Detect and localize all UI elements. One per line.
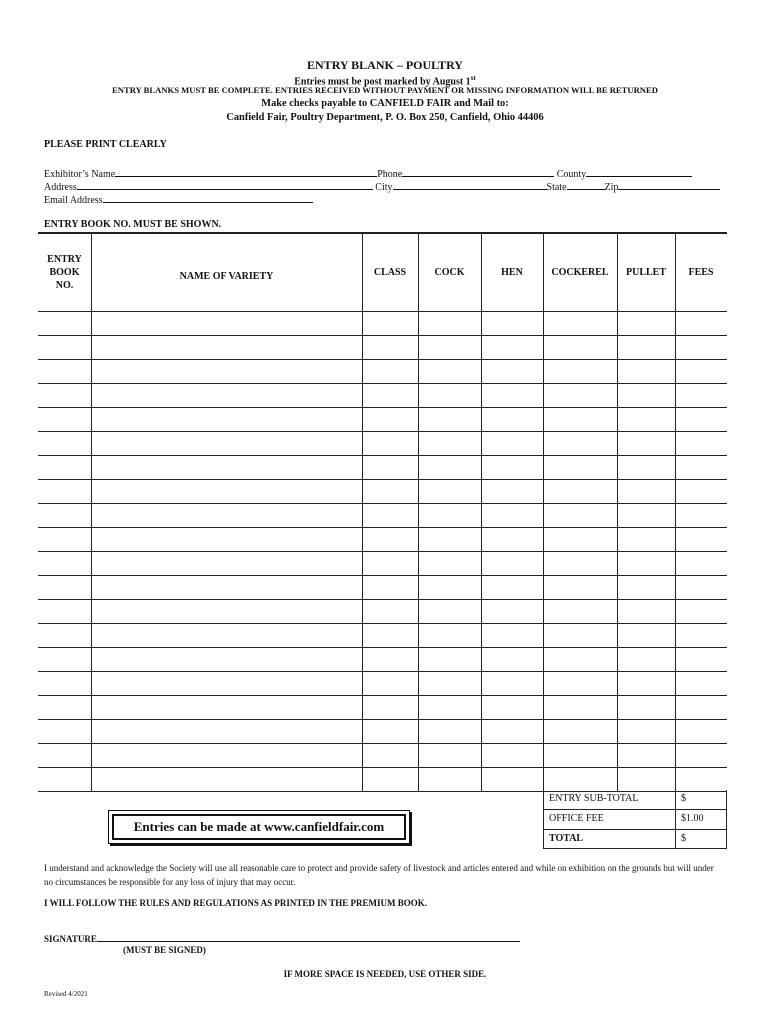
totals-right-border [726,790,727,849]
total-label: TOTAL [549,833,584,844]
phone-field[interactable] [402,166,554,177]
county-field[interactable] [586,166,692,177]
table-row[interactable] [38,456,727,479]
email-field[interactable] [103,192,313,203]
header-name-of-variety: NAME OF VARIETY [179,271,274,282]
state-label: State [546,182,567,193]
city-label: City [375,182,393,193]
header-class: CLASS [373,267,407,278]
please-print-notice: PLEASE PRINT CLEARLY [44,139,167,150]
checks-payable: Make checks payable to CANFIELD FAIR and Mail to: [261,98,509,109]
table-row[interactable] [38,528,727,551]
address-label: Address [44,182,77,193]
exhibitor-name-row [44,166,692,180]
subtotal-value[interactable]: $ [681,793,686,804]
mailing-address: Canfield Fair, Poultry Department, P. O. Box 250, Canfield, Ohio 44406 [226,112,544,123]
signature-row [44,933,520,944]
website-text: Entries can be made at www.canfieldfair.com [112,814,406,840]
table-row[interactable] [38,360,727,383]
header-entry-book-no: ENTRY BOOK NO. [47,254,82,291]
entries-table [38,232,727,792]
signature-label: SIGNATURE [44,934,97,944]
form-title: ENTRY BLANK – POULTRY [307,58,463,72]
header-hen: HEN [501,267,523,278]
more-space-note: IF MORE SPACE IS NEEDED, USE OTHER SIDE. [283,969,487,979]
postmark-suffix: st [470,74,476,82]
table-row[interactable] [38,648,727,671]
address-row [44,179,720,193]
phone-label: Phone [377,169,403,180]
completion-warning: ENTRY BLANKS MUST BE COMPLETE. ENTRIES RECEIVED WITHOUT PAYMENT OR MISSING INFORMATION WILL BE RETURNED [112,85,658,95]
signature-field[interactable] [97,933,520,942]
table-row[interactable] [38,576,727,599]
rules-statement: I WILL FOLLOW THE RULES AND REGULATIONS AS PRINTED IN THE PREMIUM BOOK. [44,898,428,908]
table-row[interactable] [38,408,727,431]
table-row[interactable] [38,432,727,455]
must-be-signed: (MUST BE SIGNED) [123,945,206,955]
zip-label: Zip [604,182,619,193]
table-row[interactable] [38,600,727,623]
office-fee-label: OFFICE FEE [549,813,604,824]
table-row[interactable] [38,768,727,791]
total-value[interactable]: $ [681,833,686,844]
email-label: Email Address [44,195,103,206]
table-row[interactable] [38,744,727,767]
table-row[interactable] [38,552,727,575]
exhibitor-name-field[interactable] [115,166,377,177]
table-row[interactable] [38,624,727,647]
header-cockerel: COCKEREL [551,267,609,278]
acknowledgement-text: I understand and acknowledge the Society will use all reasonable care to protect and provide safety of livestock and articles entered and while on exhibition on the grounds but will under no circumstances be responsible for any loss of injury that may occur. [44,863,714,887]
table-row[interactable] [38,384,727,407]
table-row[interactable] [38,504,727,527]
header-cock: COCK [434,267,465,278]
table-row[interactable] [38,336,727,359]
table-row[interactable] [38,672,727,695]
totals-divider [675,790,676,849]
zip-field[interactable] [618,179,720,190]
header-pullet: PULLET [625,267,666,278]
table-row[interactable] [38,480,727,503]
address-field[interactable] [77,179,373,190]
email-row [44,192,313,206]
exhibitor-name-label: Exhibitor’s Name [44,169,116,180]
county-label: County [556,169,587,180]
subtotal-label: ENTRY SUB-TOTAL [549,793,639,804]
table-row[interactable] [38,696,727,719]
totals-left-border [543,790,544,849]
entry-book-note: ENTRY BOOK NO. MUST BE SHOWN. [44,219,222,230]
header-fees: FEES [688,267,714,278]
state-field[interactable] [567,179,605,190]
office-fee-value: $1.00 [681,813,704,824]
revision-date: Revised 4/2021 [44,990,88,998]
table-row[interactable] [38,312,727,335]
postmark-text: Entries must be post marked by August 1 [294,76,471,88]
city-field[interactable] [393,179,547,190]
table-row[interactable] [38,720,727,743]
website-box [108,810,410,844]
